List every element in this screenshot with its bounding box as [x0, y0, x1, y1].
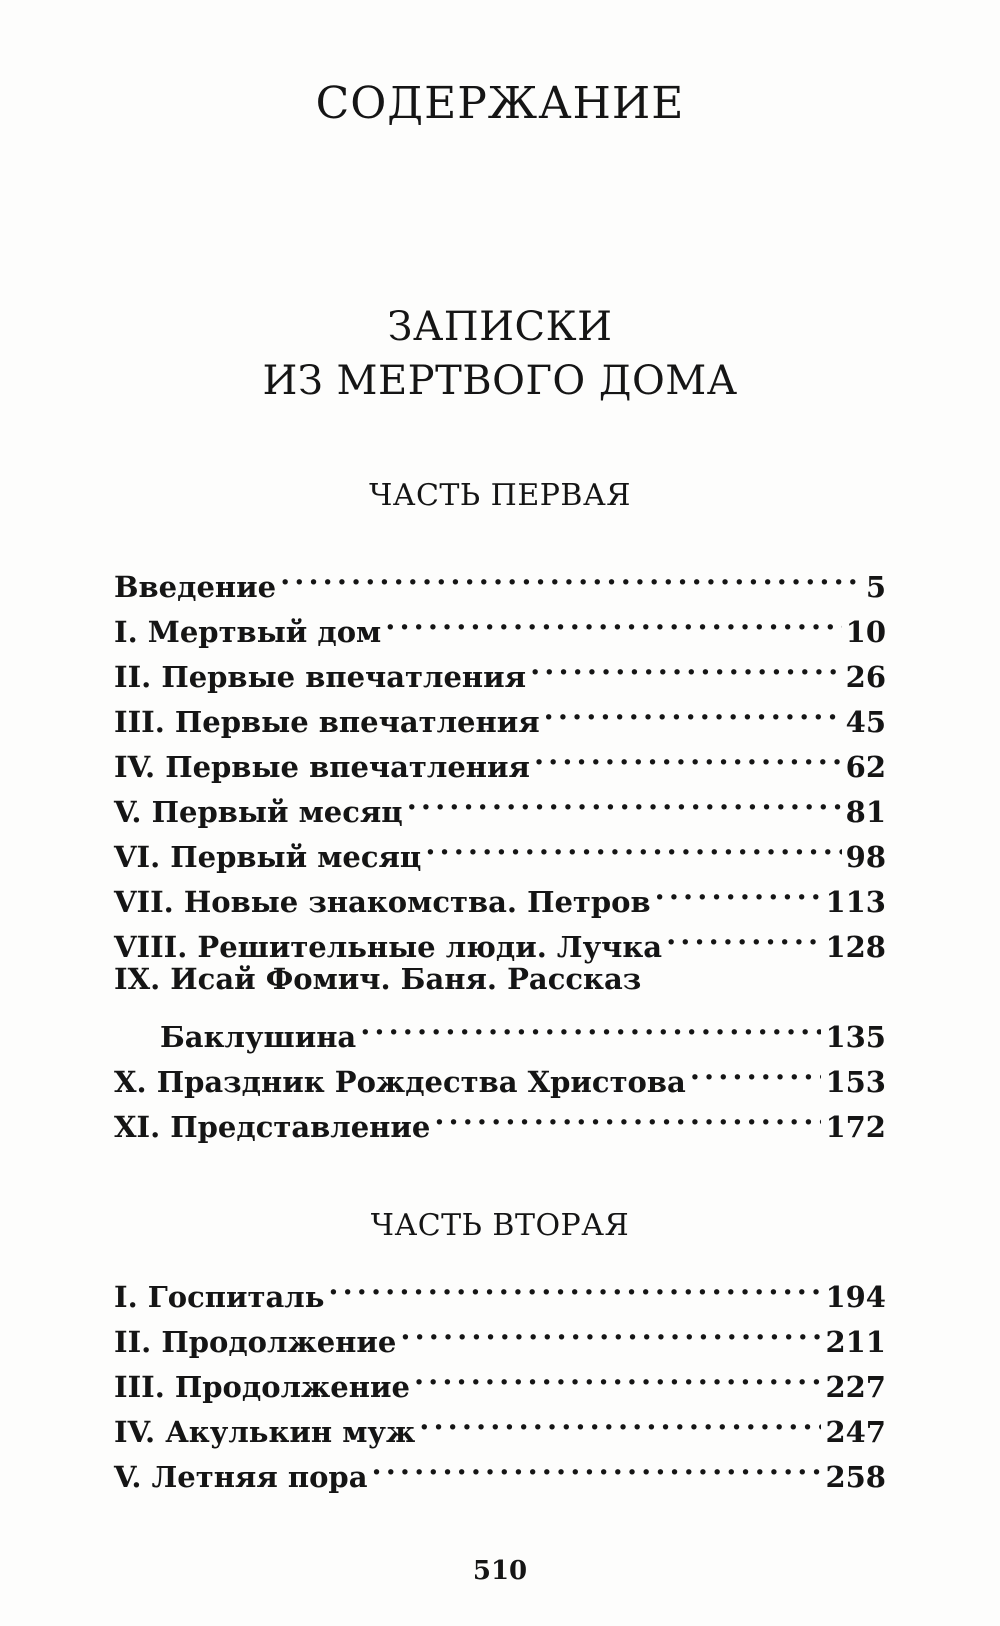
toc-entry-page: 247 — [825, 1415, 886, 1449]
toc-entry-page: 227 — [825, 1370, 886, 1404]
dot-leader — [419, 1397, 821, 1442]
contents-heading: СОДЕРЖАНИЕ — [315, 78, 685, 129]
toc-entry-page: 98 — [845, 840, 886, 874]
toc-entry-title: X. Праздник Рождества Христова — [114, 1065, 686, 1099]
toc-entry-page: 135 — [825, 1020, 886, 1054]
dot-leader — [360, 1002, 821, 1047]
toc-entry-title: IV. Акулькин муж — [114, 1415, 416, 1449]
toc-entry-title: II. Первые впечатления — [114, 660, 527, 694]
toc-entry-page: 194 — [825, 1280, 886, 1314]
dot-leader — [690, 1047, 822, 1092]
toc-entry-page: 81 — [845, 795, 886, 829]
toc-entry — [114, 1262, 886, 1314]
dot-leader — [666, 912, 821, 957]
toc-entry-continuation — [114, 1002, 886, 1054]
toc-entry-page: 5 — [865, 570, 886, 604]
toc-entry-page: 26 — [845, 660, 886, 694]
work-title-line-2: ИЗ МЕРТВОГО ДОМА — [262, 358, 738, 404]
dot-leader — [655, 867, 822, 912]
part-two-title: ЧАСТЬ ВТОРАЯ — [370, 1208, 630, 1243]
toc-entry-page: 128 — [825, 930, 886, 964]
toc-entry-title: III. Первые впечатления — [114, 705, 540, 739]
part-one-title: ЧАСТЬ ПЕРВАЯ — [369, 478, 631, 513]
toc-entry-title: VI. Первый месяц — [114, 840, 422, 874]
work-title — [0, 300, 1000, 408]
dot-leader — [400, 1307, 821, 1352]
dot-leader — [280, 552, 862, 597]
part-one-toc — [114, 552, 886, 1144]
dot-leader — [414, 1352, 822, 1397]
part-two-toc — [114, 1262, 886, 1494]
toc-entry-title-continued: Баклушина — [160, 1020, 357, 1054]
dot-leader — [407, 777, 842, 822]
toc-entry-title: VII. Новые знакомства. Петров — [114, 885, 651, 919]
dot-leader — [385, 597, 841, 642]
toc-entry-page: 45 — [845, 705, 886, 739]
toc-entry-title: I. Мертвый дом — [114, 615, 382, 649]
toc-entry-title: IV. Первые впечатления — [114, 750, 530, 784]
dot-leader — [530, 642, 842, 687]
toc-entry — [114, 552, 886, 604]
work-title-line-1: ЗАПИСКИ — [387, 304, 613, 350]
dot-leader — [328, 1262, 821, 1307]
toc-entry-title: II. Продолжение — [114, 1325, 397, 1359]
page-number: 510 — [472, 1556, 528, 1586]
toc-entry-page: 211 — [825, 1325, 886, 1359]
toc-entry-title: XI. Представление — [114, 1110, 431, 1144]
toc-entry-page: 172 — [825, 1110, 886, 1144]
dot-leader — [372, 1442, 822, 1487]
toc-entry-page: 10 — [845, 615, 886, 649]
toc-entry-title: VIII. Решительные люди. Лучка — [114, 930, 663, 964]
toc-entry-title: IX. Исай Фомич. Баня. Рассказ — [114, 962, 642, 996]
toc-entry-page: 62 — [845, 750, 886, 784]
toc-entry-title: III. Продолжение — [114, 1370, 410, 1404]
toc-entry-page: 113 — [825, 885, 886, 919]
dot-leader — [534, 732, 842, 777]
toc-entry-title: V. Первый месяц — [114, 795, 403, 829]
dot-leader — [425, 822, 841, 867]
toc-entry-title: I. Госпиталь — [114, 1280, 325, 1314]
dot-leader — [544, 687, 842, 732]
dot-leader — [434, 1092, 821, 1137]
toc-entry-page: 153 — [825, 1065, 886, 1099]
toc-entry-title: V. Летняя пора — [114, 1460, 368, 1494]
toc-entry-page: 258 — [825, 1460, 886, 1494]
toc-entry-title: Введение — [114, 570, 277, 604]
toc-entry — [114, 957, 886, 1054]
